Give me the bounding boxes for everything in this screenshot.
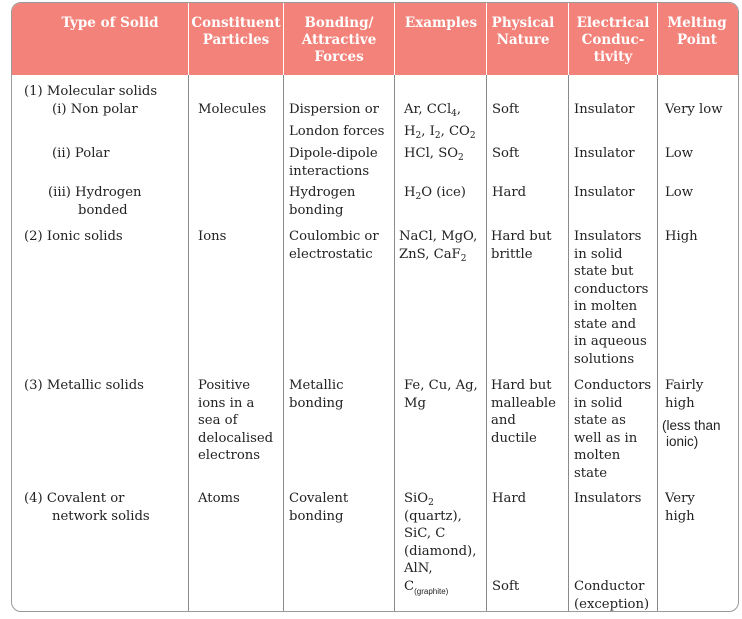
column-divider — [394, 75, 395, 611]
header-examples — [395, 15, 487, 32]
cell-line: state as — [574, 413, 626, 428]
nonpolar-type: (i) Non polar — [52, 102, 138, 117]
nonpolar-melting: Very low — [665, 102, 723, 117]
cell-line: Hard but — [491, 229, 552, 244]
covalent-conductivity: Insulators — [574, 491, 642, 506]
cell-line: NaCl, MgO, — [399, 229, 478, 244]
header-text: Conduc- — [581, 32, 645, 48]
covalent-nature: Hard — [492, 491, 527, 506]
nonpolar-nature: Soft — [492, 102, 520, 117]
covalent-particles: Atoms — [198, 491, 240, 506]
formula-text: SiO — [404, 491, 429, 506]
cell-line: (exception) — [574, 596, 650, 612]
cell-line: electrons — [198, 448, 261, 463]
molecular-solids-title: (1) Molecular solids — [24, 84, 158, 99]
metallic-melting — [665, 377, 703, 412]
cell-line: conductors — [574, 281, 649, 297]
cell-line: well as in — [574, 430, 638, 446]
subscript: 2 — [428, 498, 434, 508]
header-bonding-forces — [284, 15, 394, 66]
formula-text: , CO — [440, 123, 470, 139]
cell-line — [404, 101, 476, 119]
cell-line: state — [574, 465, 608, 481]
cell-line: Conductors — [574, 378, 652, 393]
hbond-bonding — [289, 184, 355, 219]
header-text: Constituent — [191, 15, 281, 31]
formula-text: , — [456, 102, 462, 117]
ionic-particles: Ions — [198, 229, 227, 244]
cell-line: Covalent — [289, 491, 349, 506]
cell-line: network solids — [52, 508, 150, 524]
graphite-nature: Soft — [492, 579, 520, 594]
ionic-bonding — [289, 228, 379, 263]
column-divider — [188, 75, 189, 611]
metallic-examples — [404, 377, 478, 412]
covalent-type — [24, 490, 150, 525]
nonpolar-examples — [404, 101, 476, 140]
header-electrical-conductivity — [570, 15, 656, 66]
cell-line: Dispersion or — [289, 102, 379, 117]
cell-line: Coulombic or — [289, 229, 379, 244]
cell-line: ductile — [491, 430, 537, 446]
header-divider — [568, 3, 569, 75]
header-text: Melting — [667, 15, 727, 31]
header-text: Attractive — [301, 32, 377, 48]
cell-line: Positive — [198, 378, 251, 393]
cell-line: delocalised — [198, 430, 274, 446]
cell-line: bonded — [78, 202, 128, 218]
cell-line: (iii) Hydrogen — [48, 185, 142, 200]
cell-line: bonding — [289, 202, 344, 218]
cell-line: in molten — [574, 299, 638, 314]
header-text: Point — [677, 32, 717, 48]
cell-line: solutions — [574, 351, 635, 367]
header-text: tivity — [593, 49, 633, 65]
metallic-conductivity — [574, 377, 651, 482]
covalent-examples — [404, 490, 476, 595]
nonpolar-bonding — [289, 101, 384, 140]
cell-line: and — [491, 413, 516, 428]
subscript: 2 — [460, 253, 467, 264]
cell-line: Metallic — [289, 378, 344, 393]
cell-line — [399, 246, 477, 264]
cell-line: state but — [574, 264, 634, 279]
hbond-conductivity: Insulator — [574, 185, 635, 200]
ionic-examples — [399, 228, 477, 263]
cell-line: Hydrogen — [289, 185, 356, 200]
header-type-of-solid — [40, 15, 180, 32]
cell-line: AlN, — [404, 561, 433, 576]
header-text: Bonding/ — [304, 15, 374, 31]
formula-text: C — [404, 578, 415, 594]
cell-line: molten — [574, 448, 621, 463]
subscript: 2 — [458, 153, 464, 163]
header-text: Electrical — [576, 15, 650, 31]
cell-line: Dipole-dipole — [289, 146, 378, 161]
graphite-example — [404, 578, 476, 596]
header-text: Nature — [496, 32, 550, 48]
cell-line: Very — [665, 491, 695, 506]
cell-line: Conductor — [574, 579, 645, 594]
metallic-particles — [198, 377, 273, 465]
polar-examples — [404, 145, 464, 163]
subscript: (graphite) — [414, 586, 449, 596]
header-constituent-particles — [190, 15, 282, 49]
metallic-melting-note — [662, 418, 721, 450]
cell-line: ions in a — [198, 395, 255, 411]
column-divider — [283, 75, 284, 611]
cell-line: brittle — [491, 246, 533, 262]
cell-line: electrostatic — [289, 246, 373, 262]
header-text: Physical — [491, 15, 555, 31]
header-text: Type of Solid — [61, 15, 159, 31]
nonpolar-conductivity: Insulator — [574, 102, 635, 117]
cell-line: ionic) — [666, 434, 699, 449]
cell-line: Insulators — [574, 229, 642, 244]
ionic-conductivity — [574, 228, 648, 368]
column-divider — [657, 75, 658, 611]
graphite-conductivity — [574, 578, 649, 612]
hbond-melting: Low — [665, 185, 693, 200]
polar-nature: Soft — [492, 146, 520, 161]
cell-line: Hard but — [491, 378, 552, 393]
cell-line: in solid — [574, 395, 623, 411]
polar-conductivity: Insulator — [574, 146, 635, 161]
cell-line: malleable — [491, 395, 556, 411]
subscript: 2 — [415, 130, 422, 141]
subscript: 2 — [415, 192, 422, 202]
cell-line — [404, 123, 476, 141]
cell-line: SiC, C — [404, 526, 446, 541]
ionic-nature — [491, 228, 552, 263]
metallic-nature — [491, 377, 556, 447]
header-divider — [283, 3, 284, 75]
cell-line: Fe, Cu, Ag, — [404, 378, 478, 393]
cell-line: (diamond), — [404, 543, 477, 559]
header-melting-point — [659, 15, 735, 49]
formula-text: HCl, SO — [404, 146, 459, 161]
cell-line: in solid — [574, 246, 623, 262]
hbond-type — [48, 184, 142, 219]
cell-line — [404, 490, 476, 508]
header-divider — [486, 3, 487, 75]
hbond-nature: Hard — [492, 185, 527, 200]
header-divider — [394, 3, 395, 75]
covalent-bonding — [289, 490, 348, 525]
nonpolar-particles: Molecules — [198, 102, 267, 117]
cell-line: Fairly — [665, 378, 704, 393]
cell-line: bonding — [289, 508, 344, 524]
covalent-melting — [665, 490, 695, 525]
cell-line: state and — [574, 316, 637, 332]
formula-text: H — [404, 185, 416, 200]
ionic-melting: High — [665, 229, 698, 244]
cell-line: (less than — [662, 418, 721, 433]
formula-text: Ar, CCl — [404, 102, 452, 117]
cell-line: bonding — [289, 395, 344, 411]
formula-text: O (ice) — [421, 185, 466, 200]
cell-line: Mg — [404, 395, 426, 411]
header-text: Forces — [314, 49, 364, 65]
polar-type: (ii) Polar — [52, 146, 110, 161]
formula-text: H — [404, 123, 416, 139]
cell-line: (quartz), — [404, 508, 462, 524]
table-header — [12, 3, 738, 75]
header-divider — [657, 3, 658, 75]
cell-line: (4) Covalent or — [24, 491, 125, 506]
solids-table — [11, 2, 739, 612]
column-divider — [568, 75, 569, 611]
cell-line: sea of — [198, 413, 238, 428]
subscript: 4 — [451, 109, 457, 119]
header-divider — [188, 3, 189, 75]
metallic-bonding — [289, 377, 344, 412]
subscript: 2 — [434, 130, 441, 141]
subscript: 2 — [469, 130, 476, 141]
header-text: Particles — [202, 32, 270, 48]
cell-line: in aqueous — [574, 334, 647, 349]
formula-text: ZnS, CaF — [399, 246, 461, 262]
header-text: Examples — [404, 15, 478, 31]
cell-line: high — [665, 395, 695, 411]
formula-text: , I — [421, 123, 435, 139]
cell-line: interactions — [289, 163, 370, 179]
polar-melting: Low — [665, 146, 693, 161]
header-physical-nature — [488, 15, 558, 49]
cell-line: high — [665, 508, 695, 524]
column-divider — [486, 75, 487, 611]
polar-bonding — [289, 145, 378, 180]
cell-line: London forces — [289, 123, 385, 139]
hbond-examples — [404, 184, 466, 202]
ionic-type: (2) Ionic solids — [24, 229, 123, 244]
metallic-type: (3) Metallic solids — [24, 378, 144, 393]
